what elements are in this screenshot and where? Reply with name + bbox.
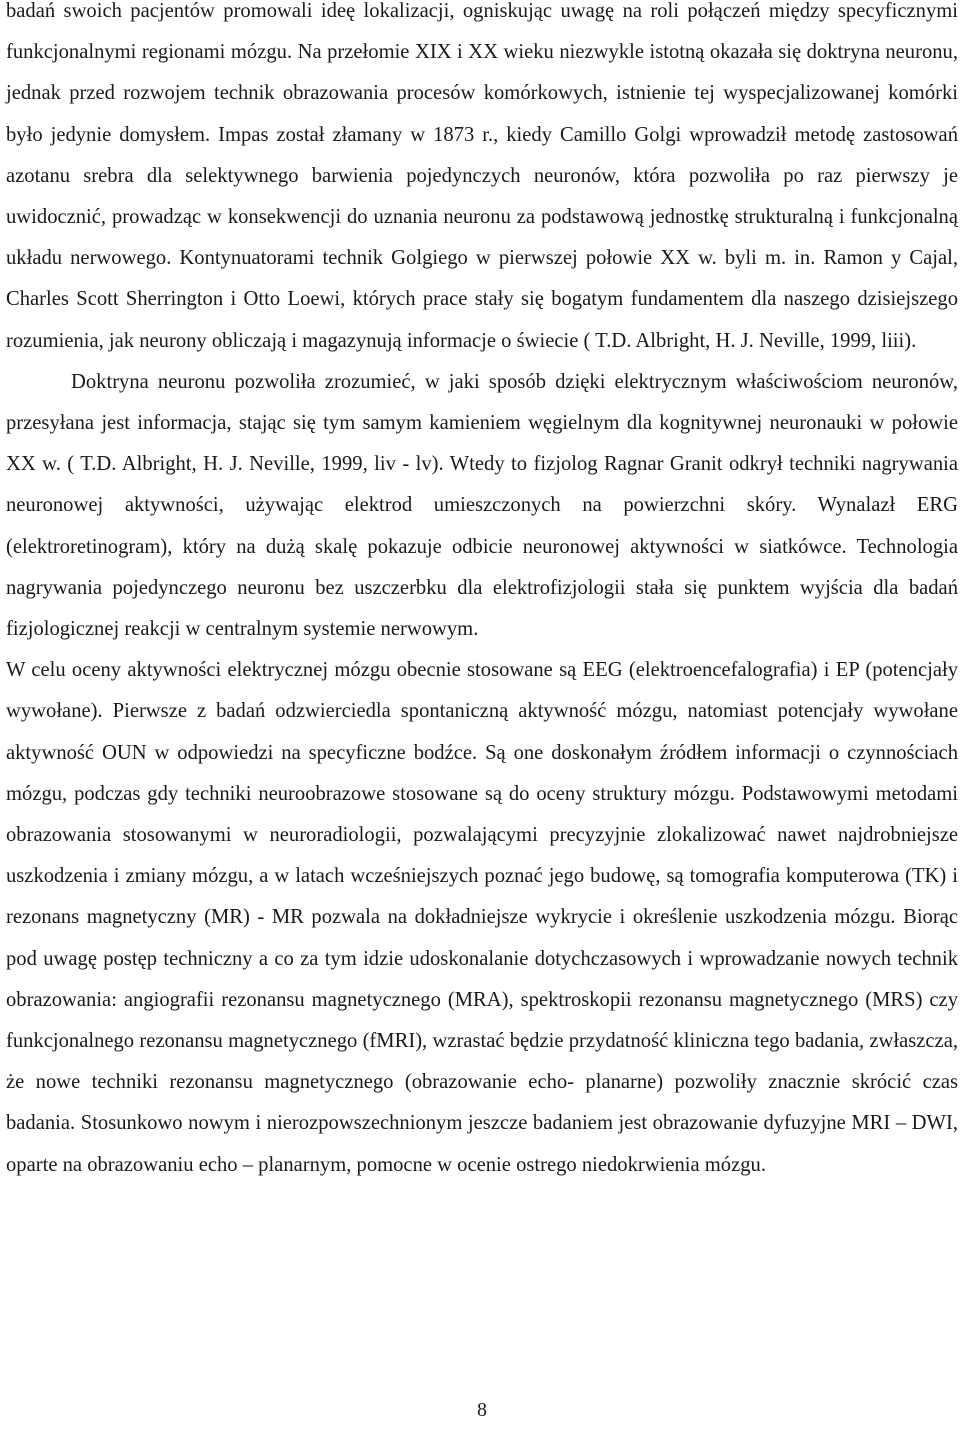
document-page	[6, 0, 958, 1436]
paragraph-1: badań swoich pacjentów promowali ideę lokalizacji, ogniskując uwagę na roli połączeń między specyficznymi funkcjonalnymi regionami mózgu. Na przełomie XIX i XX wieku niezwykle istotną okazała się doktryna neuronu, jednak przed rozwojem technik obrazowania procesów komórkowych, istnienie tej wyspecjalizowanej komórki było jedynie domysłem. Impas został złamany w 1873 r., kiedy Camillo Golgi wprowadził metodę zastosowań azotanu srebra dla selektywnego barwienia pojedynczych neuronów, która pozwoliła po raz pierwszy je uwidocznić, prowadząc w konsekwencji do uznania neuronu za podstawową jednostkę strukturalną i funkcjonalną układu nerwowego. Kontynuatorami technik Golgiego w pierwszej połowie XX w. byli m. in. Ramon y Cajal, Charles Scott Sherrington i Otto Loewi, których prace stały się bogatym fundamentem dla naszego dzisiejszego rozumienia, jak neurony obliczają i magazynują informacje o świecie ( T.D. Albright, H. J. Neville, 1999, liii).	[6, 0, 958, 352]
paragraph-3: W celu oceny aktywności elektrycznej mózgu obecnie stosowane są EEG (elektroencefalografia) i EP (potencjały wywołane). Pierwsze z badań odzwierciedla spontaniczną aktywność mózgu, natomiast potencjały wywołane aktywność OUN w odpowiedzi na specyficzne bodźce. Są one doskonałym źródłem informacji o czynnościach mózgu, podczas gdy techniki neuroobrazowe stosowane są do oceny struktury mózgu. Podstawowymi metodami obrazowania stosowanymi w neuroradiologii, pozwalającymi precyzyjnie zlokalizować nawet najdrobniejsze uszkodzenia i zmiany mózgu, a w latach wcześniejszych poznać jego budowę, są tomografia komputerowa (TK) i rezonans magnetyczny (MR) - MR pozwala na dokładniejsze wykrycie i określenie uszkodzenia mózgu. Biorąc pod uwagę postęp techniczny a co za tym idzie udoskonalanie dotychczasowych i wprowadzanie nowych technik obrazowania: angiografii rezonansu magnetycznego (MRA), spektroskopii rezonansu magnetycznego (MRS) czy funkcjonalnego rezonansu magnetycznego (fMRI), wzrastać będzie przydatność kliniczna tego badania, zwłaszcza, że nowe techniki rezonansu magnetycznego (obrazowanie echo- planarne) pozwoliły znacznie skrócić czas badania. Stosunkowo nowym i nierozpowszechnionym jeszcze badaniem jest obrazowanie dyfuzyjne MRI – DWI, oparte na obrazowaniu echo – planarnym, pomocne w ocenie ostrego niedokrwienia mózgu.	[6, 659, 958, 1176]
page-number: 8	[477, 1399, 487, 1421]
paragraph-2: Doktryna neuronu pozwoliła zrozumieć, w jaki sposób dzięki elektrycznym właściwościom neuronów, przesyłana jest informacja, stając się tym samym kamieniem węgielnym dla kognitywnej neuronauki w połowie XX w. ( T.D. Albright, H. J. Neville, 1999, liv - lv). Wtedy to fizjolog Ragnar Granit odkrył techniki nagrywania neuronowej aktywności, używając elektrod umieszczonych na powierzchni skóry. Wynalazł ERG (elektroretinogram), który na dużą skalę pokazuje odbicie neuronowej aktywności w siatkówce. Technologia nagrywania pojedynczego neuronu bez uszczerbku dla elektrofizjologii stała się punktem wyjścia dla badań fizjologicznej reakcji w centralnym systemie nerwowym.	[6, 370, 958, 641]
